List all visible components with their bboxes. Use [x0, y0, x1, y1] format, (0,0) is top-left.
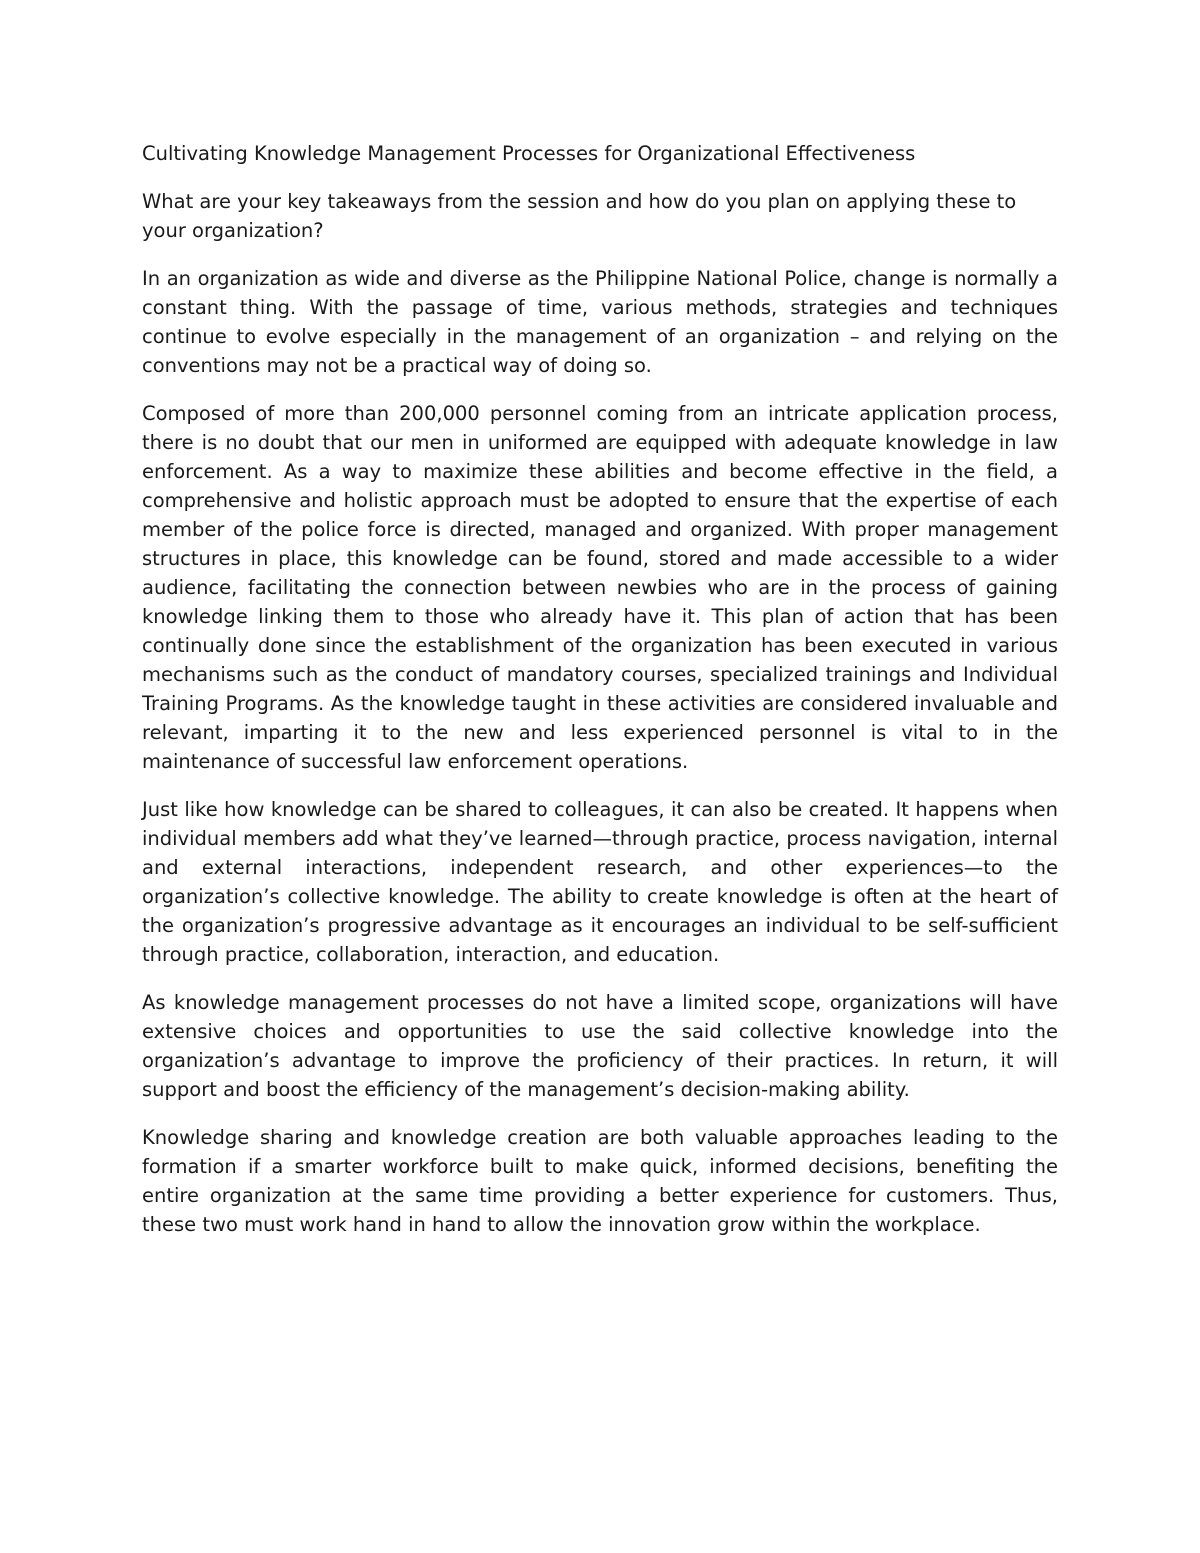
paragraph-3: Just like how knowledge can be shared to colleagues, it can also be created. It happens when individual members add what they’ve learned—through practice, process navigation, internal and external interactions, independent research, and other experiences—to the organization’s collective knowledge. The ability to create knowledge is often at the heart of the organization’s progressive advantage as it encourages an individual to be self-sufficient through practice, collaboration, interaction, and education.	[142, 798, 1058, 966]
document-page	[142, 139, 1058, 1258]
paragraph-1: In an organization as wide and diverse as the Philippine National Police, change is normally a constant thing. With the passage of time, various methods, strategies and techniques continue to evolve especially in the management of an organization – and relying on the conventions may not be a practical way of doing so.	[142, 267, 1058, 377]
paragraph-4: As knowledge management processes do not have a limited scope, organizations will have extensive choices and opportunities to use the said collective knowledge into the organization’s advantage to improve the proficiency of their practices. In return, it will support and boost the efficiency of the management’s decision-making ability.	[142, 991, 1058, 1101]
paragraph-2: Composed of more than 200,000 personnel coming from an intricate application process, there is no doubt that our men in uniformed are equipped with adequate knowledge in law enforcement. As a way to maximize these abilities and become effective in the field, a comprehensive and holistic approach must be adopted to ensure that the expertise of each member of the police force is directed, managed and organized. With proper management structures in place, this knowledge can be found, stored and made accessible to a wider audience, facilitating the connection between newbies who are in the process of gaining knowledge linking them to those who already have it. This plan of action that has been continually done since the establishment of the organization has been executed in various mechanisms such as the conduct of mandatory courses, specialized trainings and Individual Training Programs. As the knowledge taught in these activities are considered invaluable and relevant, imparting it to the new and less experienced personnel is vital to in the maintenance of successful law enforcement operations.	[142, 402, 1058, 773]
document-title: Cultivating Knowledge Management Processes for Organizational Effectiveness	[142, 142, 916, 165]
session-question: What are your key takeaways from the session and how do you plan on applying these to your organization?	[142, 190, 1017, 242]
paragraph-5: Knowledge sharing and knowledge creation are both valuable approaches leading to the formation if a smarter workforce built to make quick, informed decisions, benefiting the entire organization at the same time providing a better experience for customers. Thus, these two must work hand in hand to allow the innovation grow within the workplace.	[142, 1126, 1058, 1236]
